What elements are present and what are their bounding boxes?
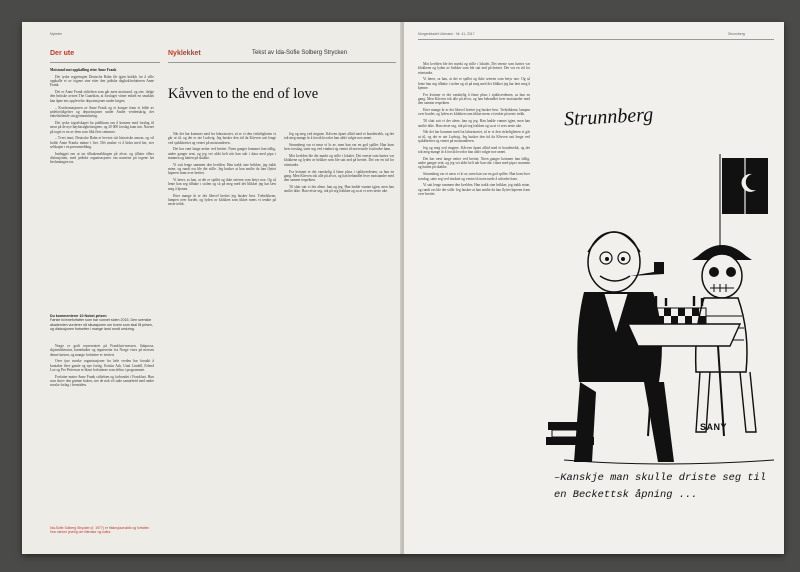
right-column-paragraph: Det har vært lange netter ved brettet. Noen ganger kommer han tidlig, andre ganger sent, og jeg vet aldri helt når han står i døra med pipa i munnen og hatten på skakke. — [418, 156, 530, 170]
column-a-paragraph: Det tyske regjeringen Deutsche Bahn får igjen kritikk for å ville oppkalle et av togene sine etter den jødiske dagbokforfatteren Anne Frank. — [50, 74, 154, 88]
column-d-paragraph: Over tjue norske organisasjoner fra hele verden har forsøkt å kontakte flere gamle og nye forlag. Kristin Ask, Unni Lindell, Erlend Loe og Per Petterson er blant forfatterne som deltar i programmet. — [50, 359, 154, 372]
cartoon-title: Strunnberg — [563, 103, 654, 131]
right-column-paragraph: Vi lærer, sa han, at det er spillet og ikke seieren som betyr noe. Og så lente han seg tilbake i stolen og så på meg med det blikket jeg har lært meg å kjenne. — [418, 77, 530, 90]
column-a-paragraph: – Konfrontasjonen av Anne Frank og et konger fram et bilde av jødeforfølgelser og deportasjoner under Andre verdenskrig, der enkeltstående sin gjennomføring. — [50, 105, 154, 119]
right-column-paragraph: Strunnberg var et navn vi lo av, men han var en god spiller. Han kom hver torsdag, satte seg ved vinduet og ventet til noen turde å utfordre ham. — [418, 172, 530, 181]
right-column-paragraph: Mot kvelden ble det mørkt og stille i lokalet. Det eneste som hørtes var klokkene og lyden av brikker som ble satt ned på brettet. Det var en tid for ettertanke. — [418, 62, 530, 75]
infobox-text: Første kvinneforfatter som har vunnet siden 2015. Den svenske akademien vurderer nå situasjonen om hvem som skal få prisen, og diskusjonen fortsetter i mange land rundt omkring. — [50, 318, 153, 332]
column-a-paragraph: Innlegget om at tar tilbakemeldingen på alvor, og tillater ellers diskusjonen, med jødiske organisasjoner om navnene på togene før beslutningen tas. — [50, 151, 154, 165]
column-b-paragraph: Vi lærer, sa han, at det er spillet og ikke seieren som betyr noe. Og så lente han seg tilbake i stolen og så på meg med det blikket jeg har lært meg å kjenne. — [168, 178, 276, 191]
column-a-paragraph: Det tyske togselskapet ba publikum om å komme med forslag til navn på de nye høyhastighetstogene, og 20 000 forslag kom inn. Navnet på toget er en av dem som fikk flest stemmer. — [50, 120, 154, 134]
author-note: Ida-Sofie Solberg Strycken (f. 1977) er frilansjournalist og forfatter. Hun skriver jevnlig om litteratur og kultur. — [50, 526, 150, 535]
right-column-paragraph: Til slutt satt vi der alene, han og jeg. Han hadde vunnet igjen, men han smilte ikke. Han reiste seg, tok på seg frakken og sa at vi sees neste uke. — [418, 119, 530, 128]
right-column-paragraph: Jeg og meg ved ringene. Kåvven åpnet alltid med et bondetrekk, og det tok meg mange år å forstå hvorfor han aldri valgte noe annet. — [418, 145, 530, 155]
column-c — [284, 132, 394, 544]
subsection-label: Nyklekket — [168, 50, 201, 57]
byline: Tekst av Ida-Sofie Solberg Strycken — [252, 50, 348, 56]
infobox — [50, 314, 154, 332]
column-c-paragraph: Jeg og meg ved ringene. Kåvven åpnet alltid med et bondetrekk, og det tok meg mange år å forstå hvorfor han aldri valgte noe annet. — [284, 132, 394, 141]
artist-signature: SANY — [700, 422, 728, 432]
column-c-paragraph: For kvinner er det vanskelig å finne plass i sjakkverdenen, sa hun en gang. Men Kåvven tok alle på alvor, og han behandlet hver motstander med den samme respekten. — [284, 169, 394, 183]
newspaper-spread — [22, 22, 784, 554]
column-a-paragraph: – Tvert imot, Deutsche Bahn er bevisst sitt historiske ansvar, og vil holde Anne Franks minne i live. Dét ønsker vi å bidra med her, sier selskapet i en pressemelding. — [50, 136, 154, 149]
right-column-paragraph: Når det har kommet med fra laboratoriet, så er vi den virkeligheten vi går ut til, og det er ute Ludwig. Jeg husker den tid da Kåvven satt lenge ved sjakkbrettet og ventet på motstanderen. — [418, 130, 530, 143]
section-rule — [50, 62, 160, 63]
column-b-paragraph: Når det har kommet med fra laboratoriet, så er vi den virkeligheten vi går ut til, og det er ute Ludwig. Jeg husker den tid da Kåvven satt lenge ved sjakkbrettet og ventet på motstanderen. — [168, 132, 276, 145]
infobox-title: Du kommenterer 10 Nobel-prisen — [50, 314, 107, 318]
chess-pieces — [656, 296, 702, 306]
column-b-paragraph: Det har vært lange netter ved brettet. Noen ganger kommer han tidlig, andre ganger sent, og jeg vet aldri helt når han står i døra med pipa i munnen og hatten på skakke. — [168, 147, 276, 160]
left-folio: Nyheter — [50, 32, 62, 36]
right-folio-right: Strunnberg — [728, 32, 745, 36]
column-c-paragraph: Strunnberg var et navn vi lo av, men han var en god spiller. Han kom hver torsdag, satte seg ved vinduet og ventet til noen turde å utfordre ham. — [284, 143, 394, 152]
column-d-paragraph: Forfatter møter Anne Frank stiftelsen og forbundet i Frankfurt. Hun som skrev den grønne boken, sier de nok vil søke samarbeid med andre norske forlag i fremtiden. — [50, 374, 154, 388]
column-a-paragraph: Det er Anne Frank stiftelsen som går mest motstand, og sier, ifølge den britiske avisen The Guardian, at forslaget vitner enkelt en smakløs kan åpne ens opplevelse deportasjoner under krigen. — [50, 90, 154, 103]
column-d — [50, 344, 154, 522]
subsection-rule — [168, 62, 396, 63]
column-d-paragraph: Norge er godt representert på Frankfurt-messen. Sakprosa, skjønnlitteratur, barnebøker og tegneserier fra Norge vises på messen denne høsten, og mange forfattere er invitert. — [50, 344, 154, 357]
column-a-lead: Motstand mot oppkalling etter Anne Frank — [50, 68, 117, 72]
column-c-paragraph: Til slutt satt vi der alene, han og jeg. Han hadde vunnet igjen, men han smilte ikke. Han reiste seg, tok på seg frakken og sa at vi sees neste uke. — [284, 184, 394, 194]
right-column-paragraph: For kvinner er det vanskelig å finne plass i sjakkverdenen, sa hun en gang. Men Kåvven tok alle på alvor, og han behandlet hver motstander med den samme respekten. — [418, 92, 530, 106]
right-page — [404, 22, 784, 554]
column-b-paragraph: Vi satt lenge sammen den kvelden. Han trakk sine brikker, jeg trakk mine, og rundt oss ble det stille. Jeg husker at han smilte da han flyttet løperen fram over brettet. — [168, 162, 276, 176]
headline: Kåvven to the end of love — [168, 86, 319, 102]
cartoon-caption: –Kanskje man skulle driste seg til en Beckettsk åpning ... — [554, 472, 767, 501]
section-label: Der ute — [50, 50, 75, 57]
left-page — [22, 22, 402, 554]
column-b-paragraph: Etter mange år er det likevel brettet jeg husker best. Trebrikkene, lampen over bordet, og lyden av klokken som tikket mens vi tenkte på neste trekk. — [168, 193, 276, 207]
right-header-rule — [418, 39, 774, 40]
cartoon-illustration — [544, 62, 784, 522]
column-b — [168, 132, 276, 544]
right-column-paragraph: Vi satt lenge sammen den kvelden. Han trakk sine brikker, jeg trakk mine, og rundt oss ble det stille. Jeg husker at han smilte da han flyttet løperen fram over brettet. — [418, 183, 530, 196]
column-c-paragraph: Mot kvelden ble det mørkt og stille i lokalet. Det eneste som hørtes var klokkene og lyden av brikker som ble satt ned på brettet. Det var en tid for ettertanke. — [284, 154, 394, 167]
right-folio-left: Morgenbladet Litteratur · Nr. 41, 2017 — [418, 32, 475, 36]
right-column-continued — [418, 62, 530, 532]
column-a — [50, 68, 154, 308]
right-column-paragraph: Etter mange år er det likevel brettet jeg husker best. Trebrikkene, lampen over bordet, og lyden av klokken som tikket mens vi tenkte på neste trekk. — [418, 108, 530, 117]
